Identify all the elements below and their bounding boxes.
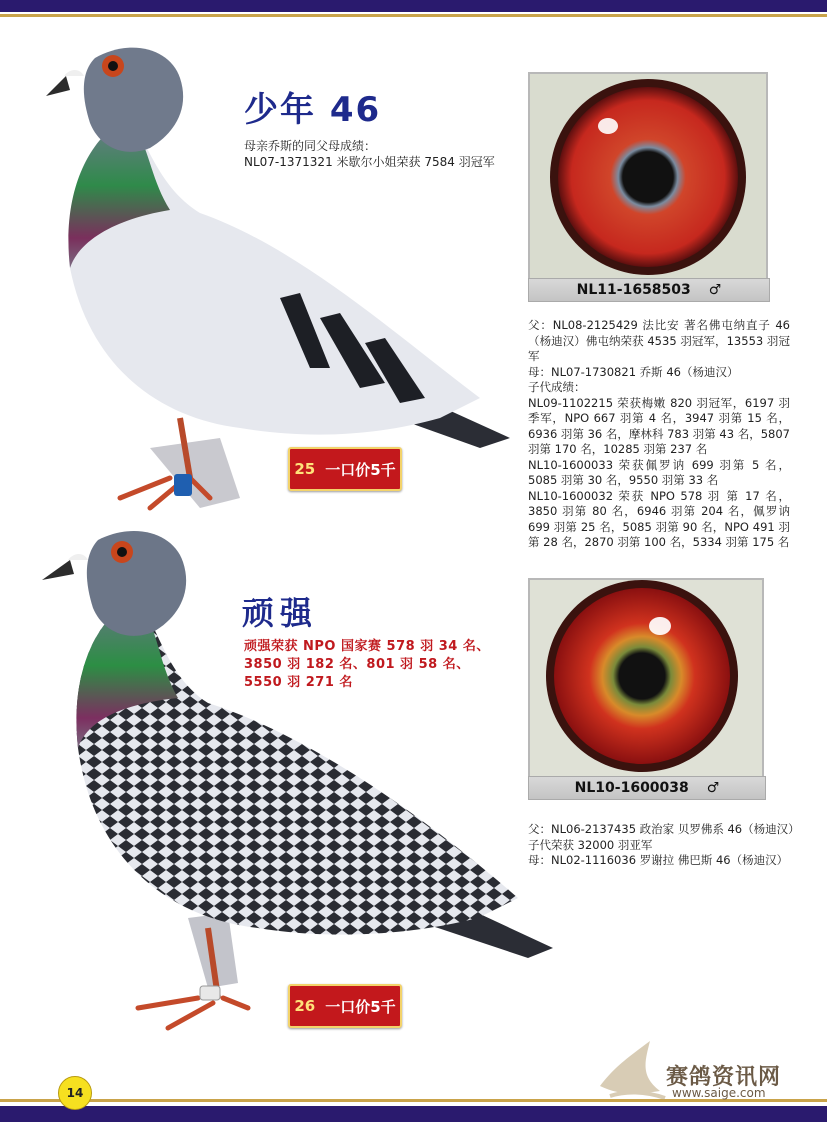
bird-2-pedigree-line: 子代荣获 32000 羽亚军	[528, 837, 653, 852]
eye-2-graphic	[530, 580, 762, 776]
bird-1-price-badge	[288, 447, 402, 491]
bird-2-note: 顽强荣获 NPO 国家赛 578 羽 34 名、3850 羽 182 名、801 羽 58 名、5550 羽 271 名	[244, 639, 490, 690]
top-band	[0, 0, 827, 12]
bird-2-lot-number: 26	[294, 997, 316, 1015]
bird-1-ring-number: NL11-1658503	[576, 282, 691, 298]
bird-2-eye-photo	[528, 578, 764, 778]
bird-1-pedigree-line: 母：NL07-1730821 乔斯 46（杨迪汉）	[528, 364, 739, 379]
bird-2-price-badge	[288, 984, 402, 1028]
male-symbol-icon: ♂	[706, 780, 720, 796]
bird-1-price-text: 一口价5千	[325, 460, 396, 479]
bird-2-ring-label	[528, 776, 766, 800]
top-gold-rule	[0, 14, 827, 17]
bird-1-pedigree-line: NL10-1600032 荣获 NPO 578 羽 第 17 名，3850 羽第 80 名，6946 羽第 204 名，佩罗讷 699 羽第 25 名，5085 羽第 90 名，NPO 491 羽第 28 名，2870 羽第 100 名，5334 羽第 175 名	[528, 488, 790, 549]
page-number: 14	[58, 1076, 92, 1110]
bottom-band	[0, 1106, 827, 1122]
watermark	[590, 1036, 790, 1106]
bird-2-pedigree	[528, 822, 800, 869]
bird-2-ring-number: NL10-1600038	[574, 780, 689, 796]
bird-1-note-line-2: NL07-1371321 米歇尔小姐荣获 7584 羽冠军	[244, 155, 495, 169]
bird-1-ring-label	[528, 278, 770, 302]
bird-1-name: 少年 46	[244, 90, 382, 130]
watermark-url: www.saige.com	[672, 1086, 766, 1100]
bird-1-pedigree-line: 子代成绩：	[528, 380, 586, 394]
bird-1-lot-number: 25	[294, 460, 316, 478]
eye-1-graphic	[530, 74, 766, 280]
bird-2-price-text: 一口价5千	[325, 997, 396, 1016]
bird-2-name: 顽强	[242, 594, 319, 632]
bird-2-pedigree-line: 母：NL02-1116036 罗谢拉 佛巴斯 46（杨迪汉）	[528, 853, 789, 867]
bird-1-note-line-1: 母亲乔斯的同父母成绩：	[244, 139, 377, 153]
bird-1-pedigree-line: NL09-1102215 荣获梅嫩 820 羽冠军，6197 羽季军，NPO 667 羽第 4 名，3947 羽第 15 名，6936 羽第 36 名，摩林科 783 羽第 43 名，5807 羽第 170 名，10285 羽第 237 名	[528, 395, 790, 456]
bird-1-pedigree	[528, 318, 790, 551]
bird-1-note	[244, 138, 514, 170]
bird-1-pedigree-line: NL10-1600033 荣获佩罗讷 699 羽第 5 名，5085 羽第 30 名，9550 羽第 33 名	[528, 457, 790, 487]
bird-1-eye-photo	[528, 72, 768, 282]
bird-2-pedigree-line: 父：NL06-2137435 政治家 贝罗佛系 46（杨迪汉）	[528, 822, 800, 836]
watermark-site-name: 赛鸽资讯网	[666, 1065, 782, 1090]
male-symbol-icon: ♂	[708, 282, 722, 298]
pigeon-logo-icon	[590, 1036, 670, 1106]
bird-1-pedigree-line: 父：NL08-2125429 法比安 著名佛屯纳直子 46（杨迪汉）佛屯纳荣获 4535 羽冠军，13553 羽冠军	[528, 318, 790, 363]
